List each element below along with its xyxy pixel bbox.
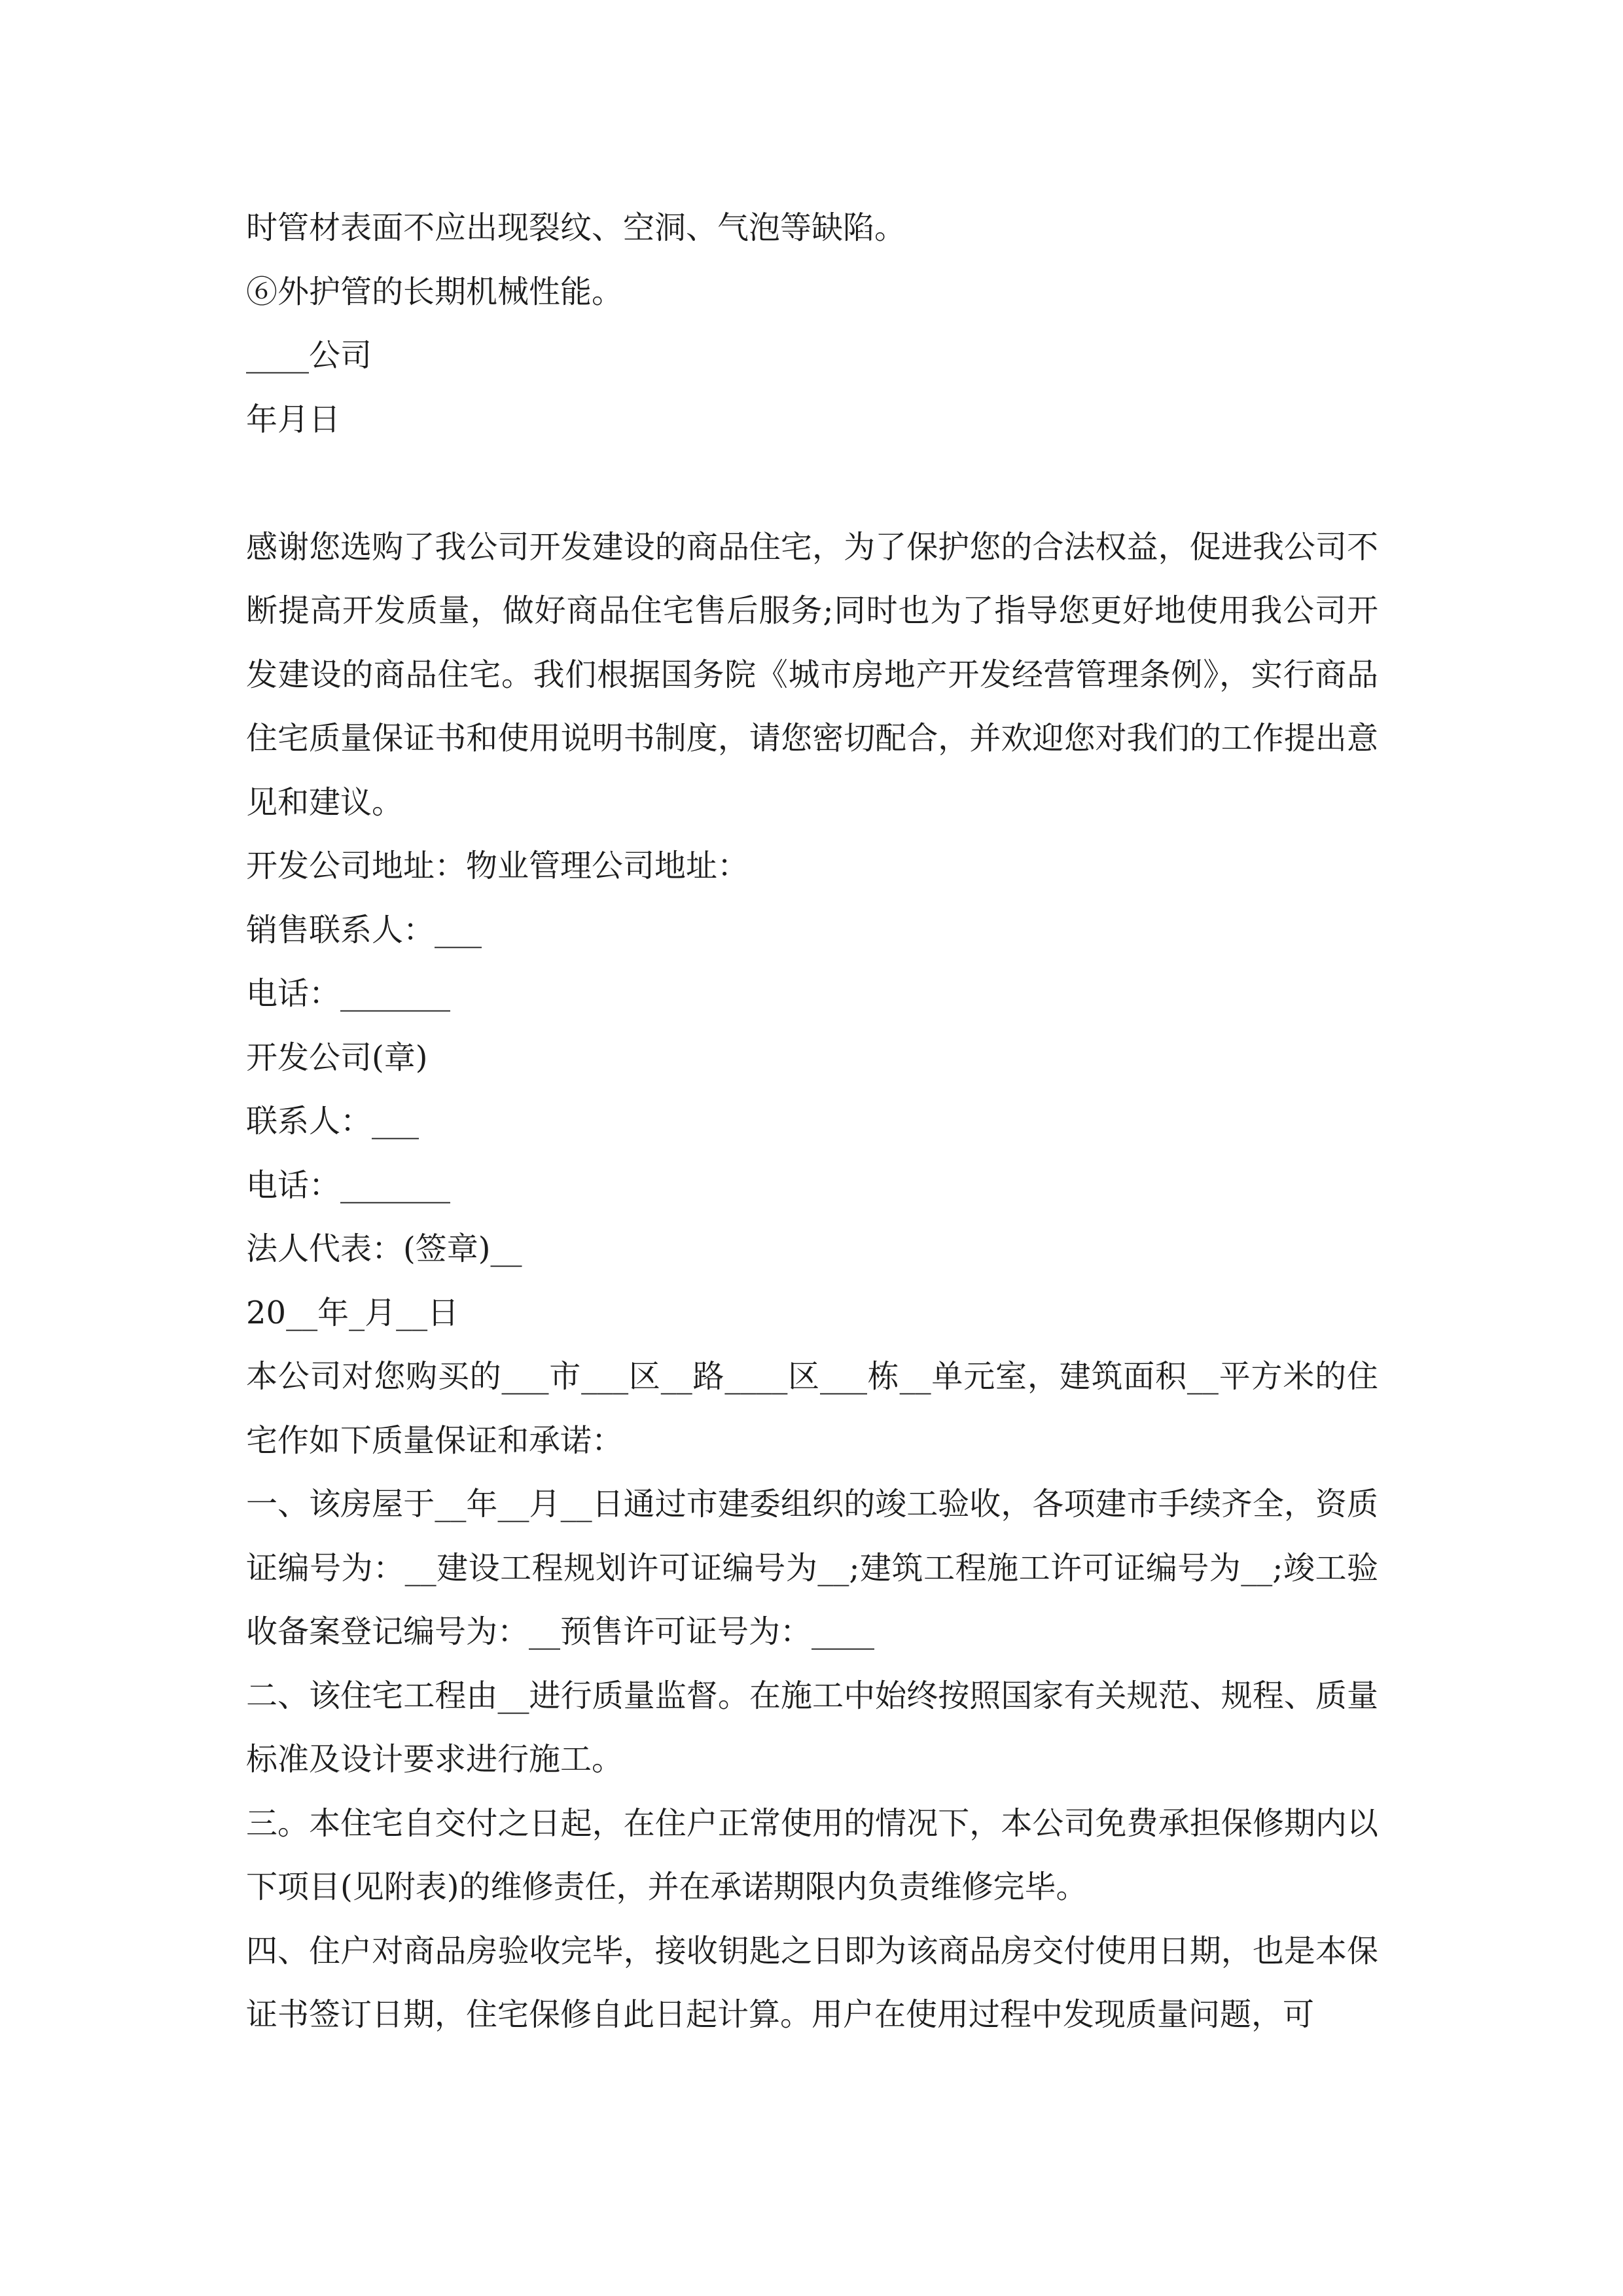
- date-line: 20__年_月__日: [246, 1294, 459, 1331]
- paragraph-gap: [246, 452, 1378, 516]
- document-page: [246, 196, 1378, 2047]
- address-line: 开发公司地址：物业管理公司地址：: [246, 848, 749, 884]
- contact-person-line: 联系人：___: [246, 1103, 419, 1139]
- phone-line: 电话：_______: [246, 1166, 451, 1204]
- body-paragraph: 三。本住宅自交付之日起，在住户正常使用的情况下，本公司免费承担保修期内以下项目(见附表)的维修责任，并在承诺期限内负责维修完毕。: [246, 1804, 1378, 1905]
- sales-contact-line: 销售联系人：___: [246, 911, 482, 948]
- body-paragraph: 一、该房屋于__年__月__日通过市建委组织的竣工验收，各项建市手续齐全，资质证编号为：__建设工程规划许可证编号为__;建筑工程施工许可证编号为__;竣工验收备案登记编号为：__预售许可证号为：____: [246, 1486, 1378, 1650]
- text-line: ⑥外护管的长期机械性能。: [246, 273, 624, 310]
- legal-representative-line: 法人代表：(签章)__: [246, 1230, 522, 1267]
- company-seal-line: 开发公司(章): [246, 1039, 428, 1076]
- body-paragraph: 四、住户对商品房验收完毕，接收钥匙之日即为该商品房交付使用日期，也是本保证书签订日期，住宅保修自此日起计算。用户在使用过程中发现质量问题，可: [246, 1932, 1378, 2033]
- body-paragraph: 二、该住宅工程由__进行质量监督。在施工中始终按照国家有关规范、规程、质量标准及设计要求进行施工。: [246, 1677, 1378, 1778]
- intro-paragraph: 感谢您选购了我公司开发建设的商品住宅，为了保护您的合法权益，促进我公司不断提高开发质量，做好商品住宅售后服务;同时也为了指导您更好地使用我公司开发建设的商品住宅。我们根据国务院《城市房地产开发经营管理条例》，实行商品住宅质量保证书和使用说明书制度，请您密切配合，并欢迎您对我们的工作提出意见和建议。: [246, 528, 1378, 821]
- text-line: 时管材表面不应出现裂纹、空洞、气泡等缺陷。: [246, 209, 906, 246]
- phone-line: 电话：_______: [246, 975, 451, 1012]
- body-paragraph: 本公司对您购买的___市___区__路____区___栋__单元室，建筑面积__平方米的住宅作如下质量保证和承诺：: [246, 1358, 1378, 1459]
- date-line: 年月日: [246, 401, 341, 438]
- company-signature-line: ____公司: [246, 337, 372, 374]
